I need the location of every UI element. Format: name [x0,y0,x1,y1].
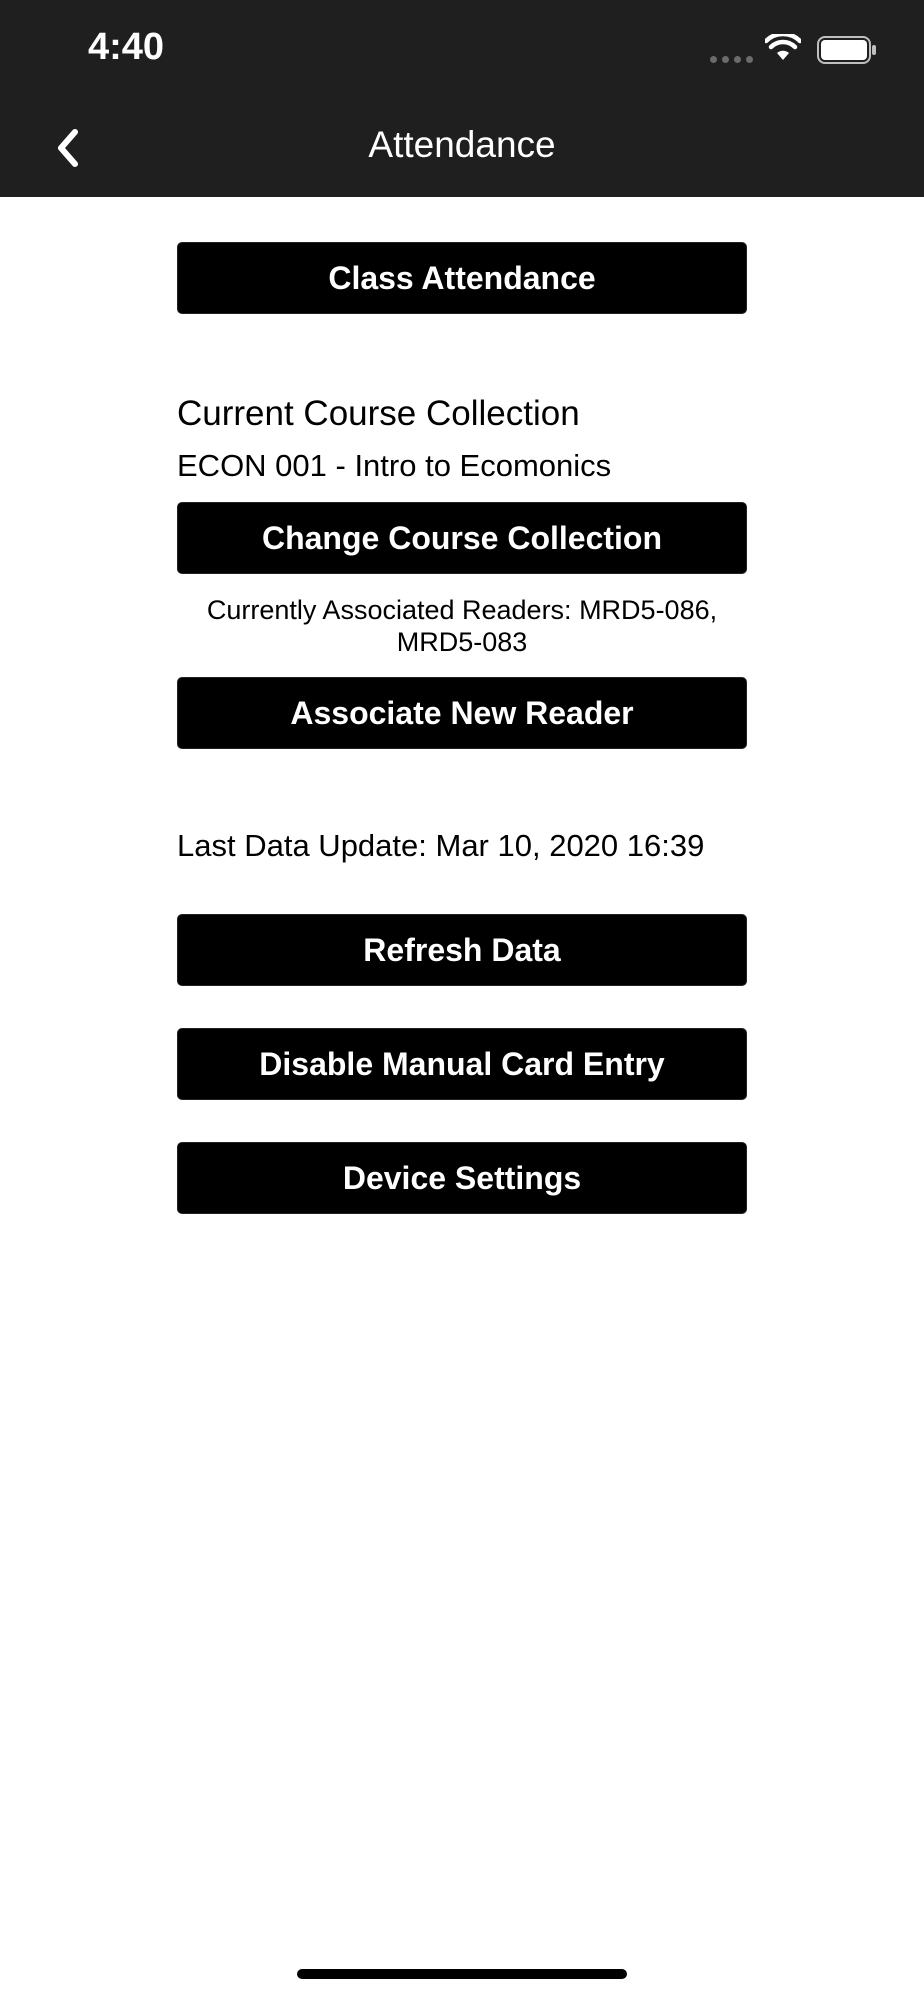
refresh-data-button[interactable]: Refresh Data [177,914,747,986]
class-attendance-button[interactable]: Class Attendance [177,242,747,314]
status-bar [0,0,924,100]
cellular-signal-icon [710,56,753,63]
home-indicator[interactable] [297,1969,627,1979]
associated-readers-line-2: MRD5-083 [396,627,528,657]
associated-readers-line-1: Currently Associated Readers: MRD5-086, [206,595,718,625]
device-settings-button[interactable]: Device Settings [177,1142,747,1214]
navigation-bar [0,100,924,197]
associate-new-reader-button[interactable]: Associate New Reader [177,677,747,749]
status-time: 4:40 [88,26,165,68]
course-collection-heading: Current Course Collection [177,394,580,433]
last-data-update-text: Last Data Update: Mar 10, 2020 16:39 [177,828,705,863]
battery-icon [817,36,877,64]
change-course-collection-button[interactable]: Change Course Collection [177,502,747,574]
wifi-icon [765,34,801,62]
current-course-name: ECON 001 - Intro to Ecomonics [177,448,612,483]
associated-readers-text [177,594,747,658]
page-title: Attendance [368,124,556,165]
disable-manual-card-entry-button[interactable]: Disable Manual Card Entry [177,1028,747,1100]
